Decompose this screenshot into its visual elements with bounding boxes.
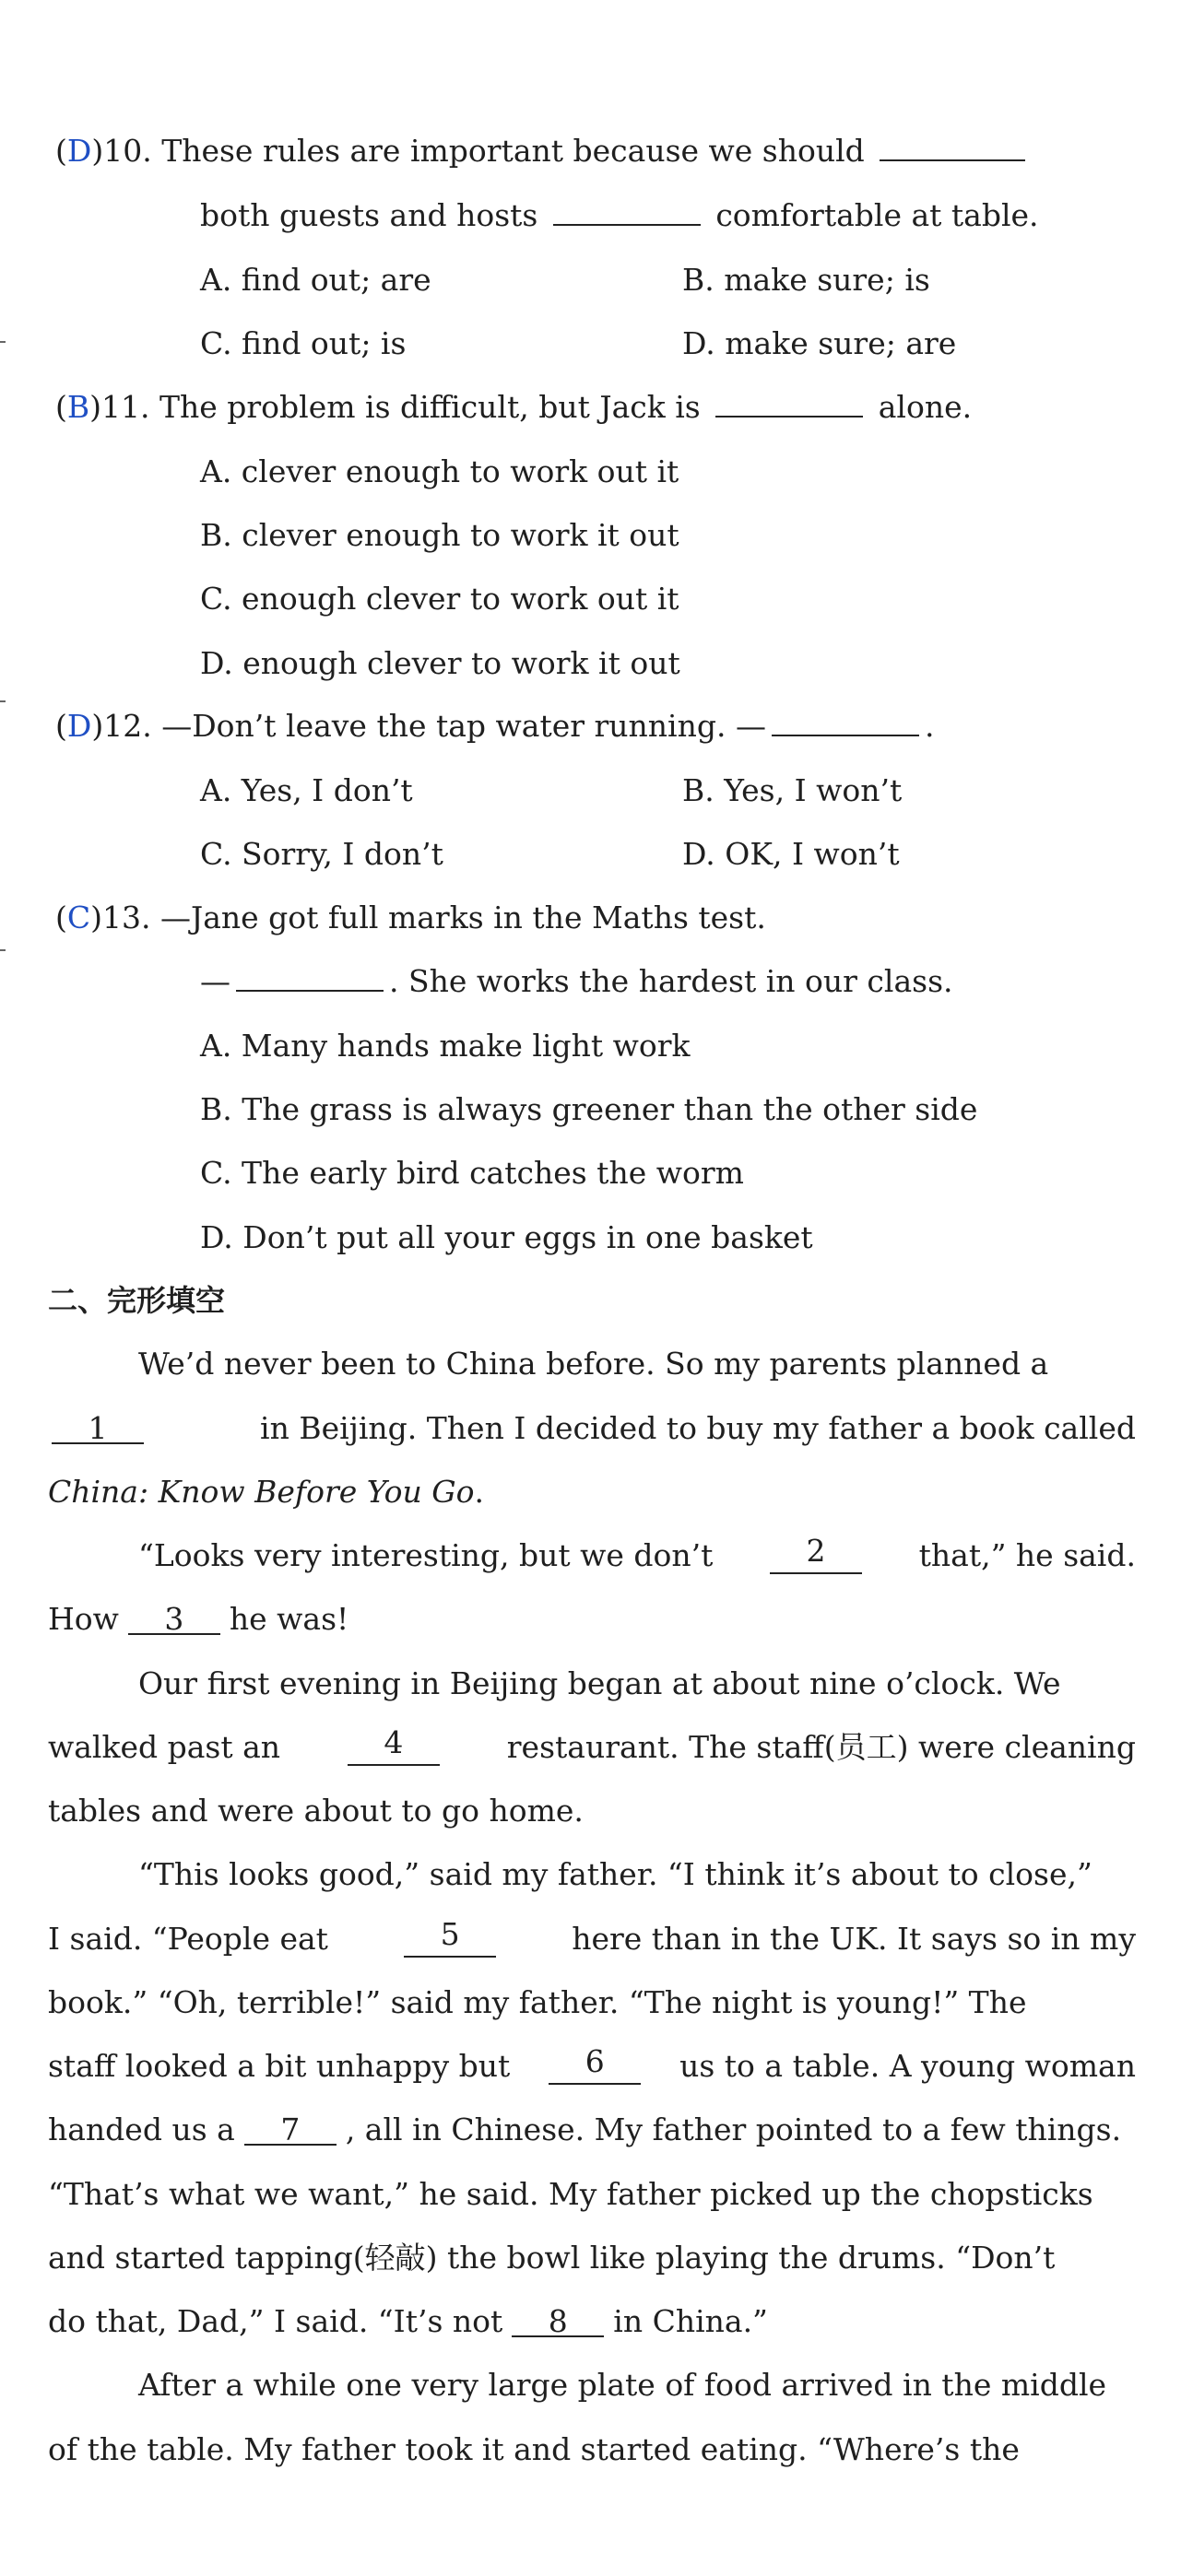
option-d: D. enough clever to work it out	[200, 645, 680, 681]
passage-line	[48, 1474, 484, 1511]
passage-text: walked past an	[48, 1729, 281, 1765]
section-heading: 二、完形填空	[48, 1283, 226, 1318]
passage-text: restaurant. The staff(员工) were cleaning	[506, 1729, 1136, 1765]
passage-line	[48, 1410, 1136, 1447]
stem-text: .	[924, 708, 935, 744]
option-b: B. clever enough to work it out	[200, 517, 679, 553]
question-10-stem-cont	[200, 197, 1039, 234]
passage-text: staff looked a bit unhappy but	[48, 2048, 511, 2084]
option-a: A. find out; are	[200, 262, 431, 298]
passage-line: tables and were about to go home.	[48, 1793, 584, 1829]
passage-text: he was!	[229, 1601, 349, 1637]
passage-line	[48, 2303, 768, 2340]
passage-line: and started tapping(轻敲) the bowl like playing the drums. “Don’t	[48, 2240, 1056, 2276]
passage-text: here than in the UK. It says so in my	[572, 1921, 1136, 1957]
cloze-blank: 7	[244, 2116, 337, 2146]
question-13-stem-cont	[200, 963, 953, 1000]
passage-line: “This looks good,” said my father. “I think it’s about to close,”	[138, 1856, 1092, 1892]
question-10-stem: (D)10. These rules are important because we should	[55, 133, 1031, 170]
question-number: 11	[101, 389, 141, 425]
passage-line	[48, 1724, 1136, 1766]
option-a: A. Yes, I don’t	[200, 772, 413, 808]
answer-blank	[236, 964, 384, 992]
option-a: A. Many hands make light work	[200, 1028, 691, 1064]
passage-text: us to a table. A young woman	[679, 2048, 1136, 2084]
question-11-stem: (B)11. The problem is difficult, but Jack is alone.	[55, 389, 973, 425]
cloze-blank: 1	[52, 1415, 144, 1444]
passage-text: handed us a	[48, 2111, 235, 2147]
option-c: C. enough clever to work out it	[200, 581, 679, 617]
stem-text: alone.	[878, 389, 973, 425]
option-d: D. make sure; are	[682, 325, 957, 361]
passage-text: that,” he said.	[918, 1537, 1136, 1573]
answer-13: C	[66, 900, 91, 935]
passage-text: .	[474, 1474, 485, 1510]
passage-line: After a while one very large plate of food arrived in the middle	[138, 2367, 1107, 2403]
option-b: B. Yes, I won’t	[682, 772, 903, 808]
question-number: 12	[103, 708, 143, 744]
stem-text: —Don’t leave the tap water running. —	[161, 708, 766, 744]
passage-line	[48, 2111, 1121, 2148]
passage-line	[48, 1601, 348, 1638]
option-c: C. find out; is	[200, 325, 407, 361]
stem-text: . She works the hardest in our class.	[389, 963, 953, 999]
answer-10: D	[66, 133, 92, 169]
question-12-stem: (D)12. —Don’t leave the tap water running. — .	[55, 708, 935, 744]
option-d: D. Don’t put all your eggs in one basket	[200, 1219, 813, 1255]
passage-text: “Looks very interesting, but we don’t	[138, 1537, 714, 1573]
passage-line: Our first evening in Beijing began at about nine o’clock. We	[138, 1665, 1061, 1701]
stem-text: The problem is difficult, but Jack is	[159, 389, 701, 425]
answer-blank	[880, 134, 1025, 161]
margin-mark	[0, 341, 6, 343]
question-13-stem: (C)13. —Jane got full marks in the Maths test.	[55, 900, 766, 935]
margin-mark	[0, 700, 6, 702]
answer-blank	[715, 390, 863, 418]
stem-text: comfortable at table.	[715, 197, 1039, 233]
passage-line	[138, 1533, 1136, 1574]
cloze-blank: 3	[128, 1606, 220, 1635]
option-b: B. make sure; is	[682, 262, 930, 298]
passage-text: , all in Chinese. My father pointed to a few things.	[345, 2111, 1122, 2147]
answer-12: D	[66, 708, 92, 744]
stem-text: —	[200, 963, 230, 999]
option-c: C. Sorry, I don’t	[200, 836, 443, 872]
passage-line	[48, 2043, 1136, 2085]
option-d: D. OK, I won’t	[682, 836, 900, 872]
passage-text: I said. “People eat	[48, 1921, 328, 1957]
passage-text: How	[48, 1601, 119, 1637]
answer-11: B	[66, 389, 90, 425]
option-c: C. The early bird catches the worm	[200, 1155, 744, 1191]
passage-line: We’d never been to China before. So my parents planned a	[138, 1346, 1049, 1382]
passage-line	[48, 1916, 1136, 1958]
stem-text: These rules are important because we should	[161, 133, 865, 169]
answer-blank	[772, 709, 919, 736]
margin-mark	[0, 949, 6, 951]
option-b: B. The grass is always greener than the other side	[200, 1091, 978, 1127]
answer-blank	[553, 198, 701, 226]
passage-text: do that, Dad,” I said. “It’s not	[48, 2303, 503, 2339]
book-title: China: Know Before You Go	[48, 1474, 475, 1510]
passage-text: in China.”	[613, 2303, 768, 2339]
passage-line: “That’s what we want,” he said. My father picked up the chopsticks	[48, 2176, 1093, 2212]
stem-text: —Jane got full marks in the Maths test.	[159, 900, 766, 935]
passage-line: of the table. My father took it and started eating. “Where’s the	[48, 2431, 1020, 2467]
option-a: A. clever enough to work out it	[200, 453, 679, 489]
question-number: 13	[102, 900, 141, 935]
cloze-blank: 6	[549, 2048, 641, 2085]
question-number: 10	[103, 133, 143, 169]
cloze-blank: 2	[770, 1537, 862, 1574]
cloze-blank: 8	[512, 2308, 604, 2337]
cloze-blank: 4	[348, 1729, 440, 1766]
stem-text: both guests and hosts	[200, 197, 538, 233]
cloze-blank: 5	[404, 1921, 496, 1958]
passage-line: book.” “Oh, terrible!” said my father. “The night is young!” The	[48, 1984, 1027, 2020]
passage-text: in Beijing. Then I decided to buy my father a book called	[260, 1410, 1136, 1446]
